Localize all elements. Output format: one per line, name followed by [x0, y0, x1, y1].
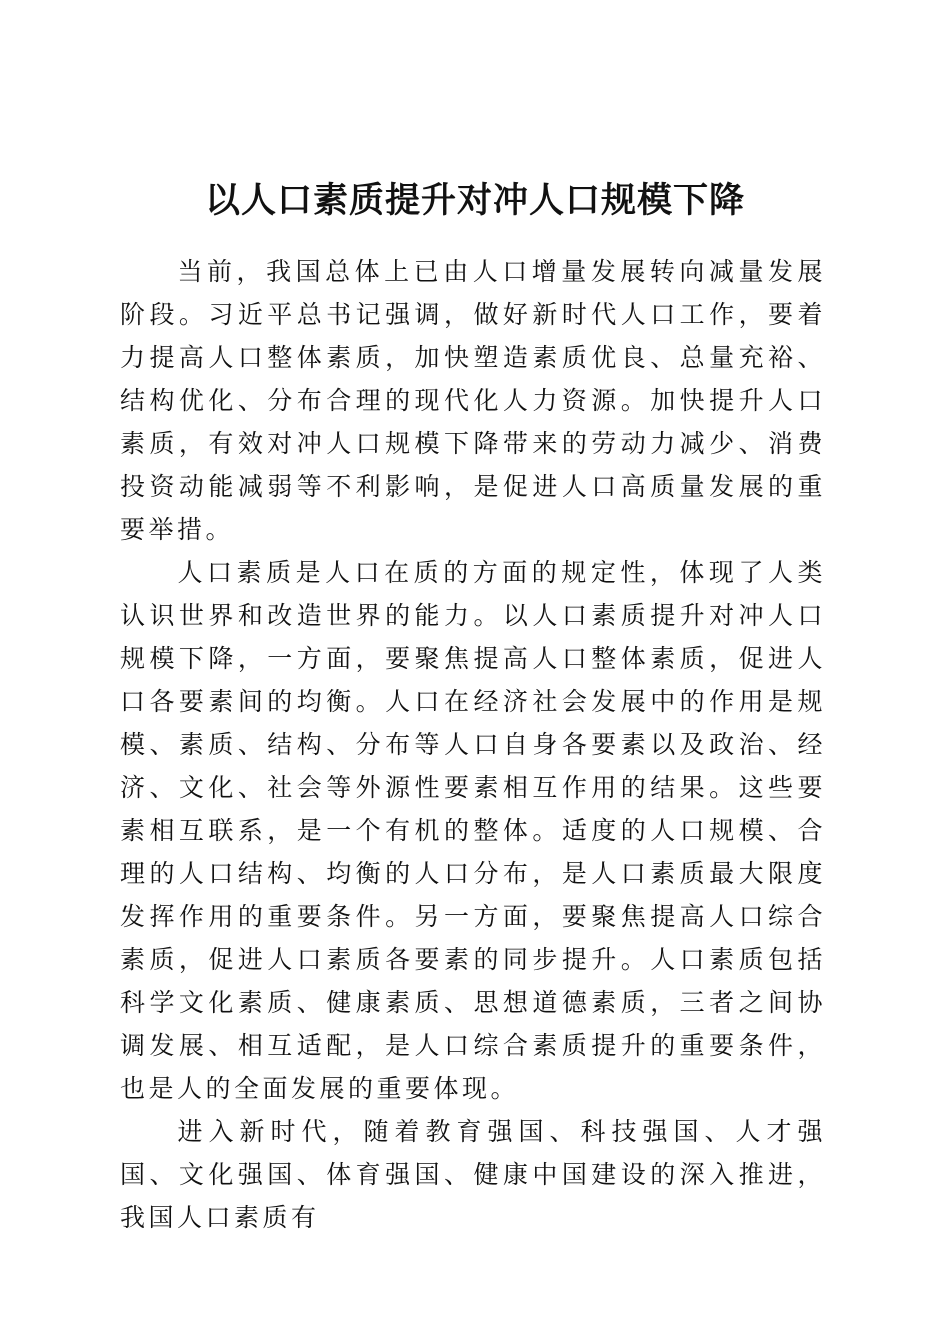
paragraph-3: 进入新时代，随着教育强国、科技强国、人才强国、文化强国、体育强国、健康中国建设的深入推进，我国人口素质有 [120, 1117, 826, 1232]
paragraph-2: 人口素质是人口在质的方面的规定性，体现了人类认识世界和改造世界的能力。以人口素质提升对冲人口规模下降，一方面，要聚焦提高人口整体素质，促进人口各要素间的均衡。人口在经济社会发展中的作用是规模、素质、结构、分布等人口自身各要素以及政治、经济、文化、社会等外源性要素相互作用的结果。这些要素相互联系，是一个有机的整体。适度的人口规模、合理的人口结构、均衡的人口分布，是人口素质最大限度发挥作用的重要条件。另一方面，要聚焦提高人口综合素质，促进人口素质各要素的同步提升。人口素质包括科学文化素质、健康素质、思想道德素质，三者之间协调发展、相互适配，是人口综合素质提升的重要条件，也是人的全面发展的重要体现。 [120, 558, 826, 1103]
document-body [120, 250, 826, 1239]
paragraph-1: 当前，我国总体上已由人口增量发展转向减量发展阶段。习近平总书记强调，做好新时代人口工作，要着力提高人口整体素质，加快塑造素质优良、总量充裕、结构优化、分布合理的现代化人力资源。加快提升人口素质，有效对冲人口规模下降带来的劳动力减少、消费投资动能减弱等不利影响，是促进人口高质量发展的重要举措。 [120, 257, 826, 544]
document-title: 以人口素质提升对冲人口规模下降 [204, 180, 745, 221]
